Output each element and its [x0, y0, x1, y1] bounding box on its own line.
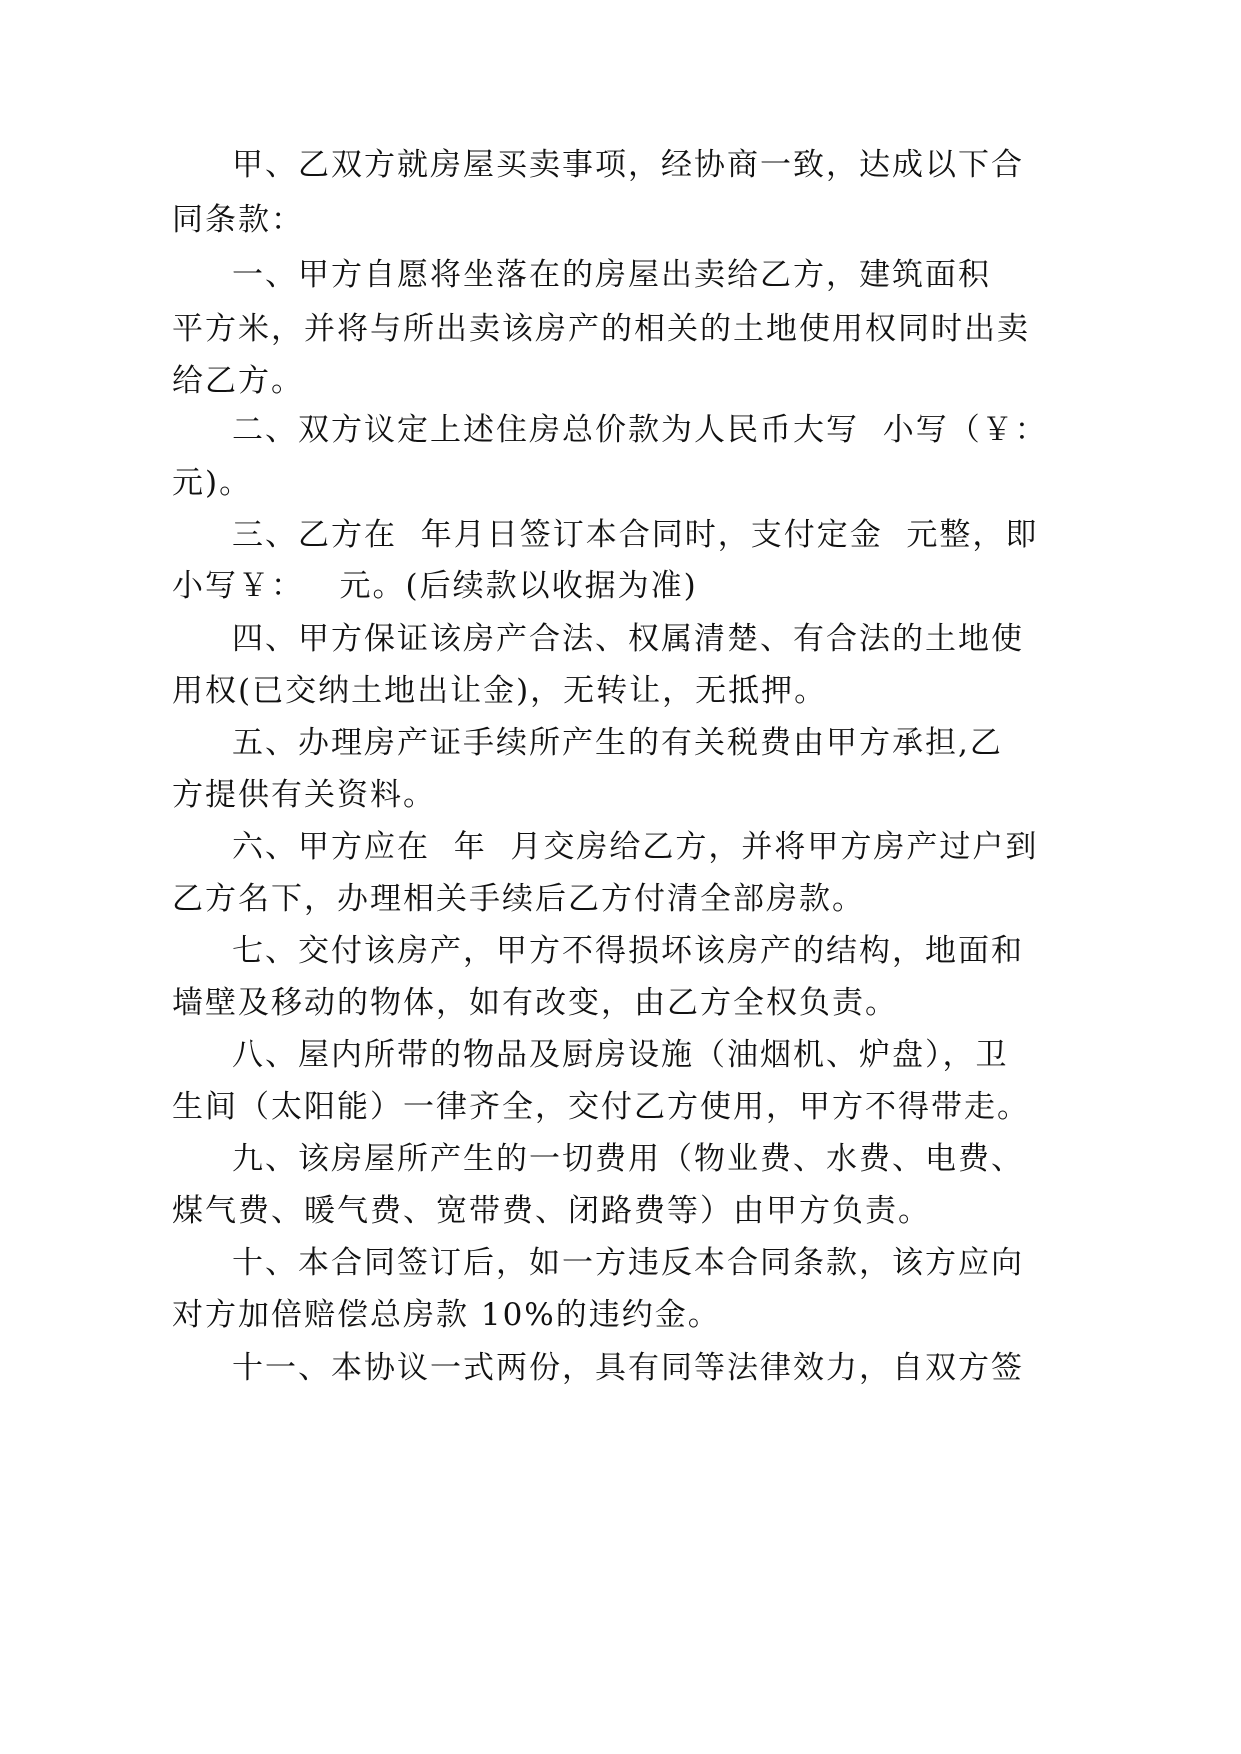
text-line: 一、甲方自愿将坐落在的房屋出卖给乙方，建筑面积: [232, 257, 991, 293]
text-line: 墙壁及移动的物体，如有改变，由乙方全权负责。: [172, 985, 898, 1021]
text-line: 四、甲方保证该房产合法、权属清楚、有合法的土地使: [232, 621, 1024, 657]
text-line: 方提供有关资料。: [172, 777, 436, 813]
text-line: 对方加倍赔偿总房款 10%的违约金。: [172, 1297, 721, 1333]
text-line: 八、屋内所带的物品及厨房设施（油烟机、炉盘），卫: [232, 1037, 1009, 1073]
text-line: 平方米，并将与所出卖该房产的相关的土地使用权同时出卖: [172, 311, 1030, 347]
text-line: 元)。: [172, 465, 253, 501]
text-line: 十、本合同签订后，如一方违反本合同条款，该方应向: [232, 1245, 1024, 1281]
text-line: 七、交付该房产，甲方不得损坏该房产的结构，地面和: [232, 933, 1024, 969]
text-line: 同条款：: [172, 202, 304, 238]
text-line: 五、办理房产证手续所产生的有关税费由甲方承担,乙: [232, 725, 1003, 761]
text-line: 九、该房屋所产生的一切费用（物业费、水费、电费、: [232, 1141, 1024, 1177]
text-line: 乙方名下，办理相关手续后乙方付清全部房款。: [172, 881, 865, 917]
text-line: 甲、乙双方就房屋买卖事项，经协商一致，达成以下合: [232, 147, 1024, 183]
text-line: 三、乙方在 年月日签订本合同时，支付定金 元整，即: [232, 517, 1039, 553]
text-line: 十一、本协议一式两份，具有同等法律效力，自双方签: [232, 1350, 1024, 1386]
text-line: 二、双方议定上述住房总价款为人民币大写 小写（￥：: [232, 412, 1048, 448]
text-line: 给乙方。: [172, 363, 304, 399]
text-line: 小写￥： 元。(后续款以收据为准): [172, 568, 698, 604]
text-line: 六、甲方应在 年 月交房给乙方，并将甲方房产过户到: [232, 829, 1039, 865]
text-line: 生间（太阳能）一律齐全，交付乙方使用，甲方不得带走。: [172, 1089, 1030, 1125]
text-line: 煤气费、暖气费、宽带费、闭路费等）由甲方负责。: [172, 1193, 931, 1229]
text-line: 用权(已交纳土地出让金)，无转让，无抵押。: [172, 673, 828, 709]
